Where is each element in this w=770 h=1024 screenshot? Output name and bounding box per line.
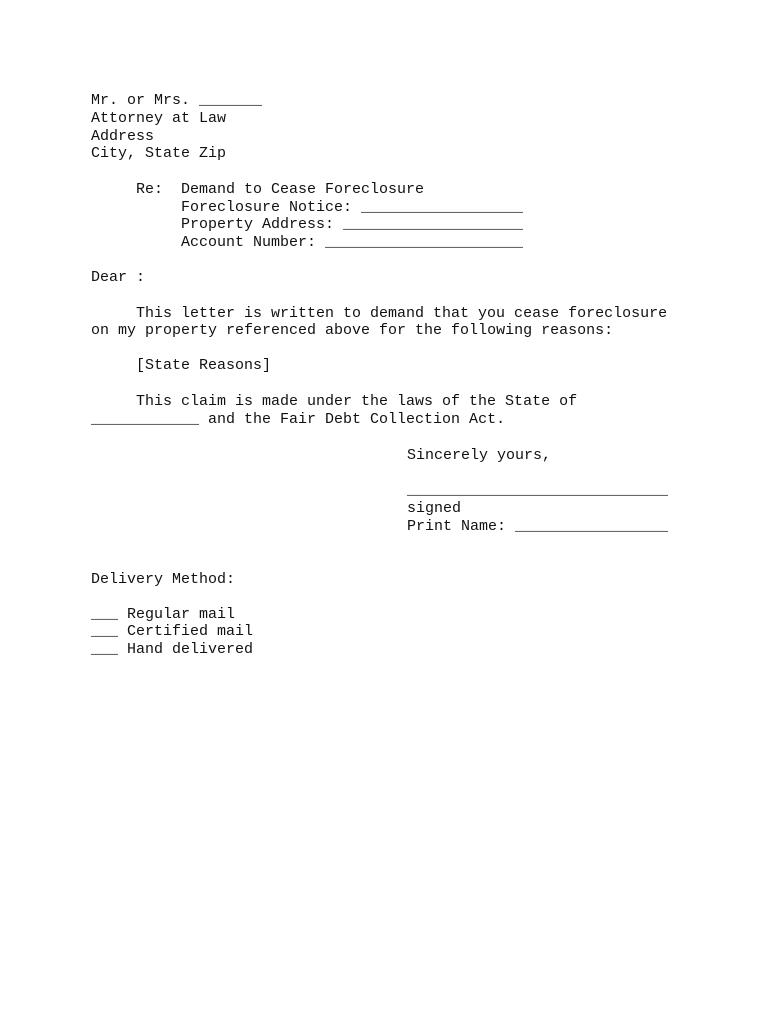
print-name: Print Name: _________________ [407, 518, 669, 535]
state-reasons: [State Reasons] [136, 357, 272, 374]
delivery-option-hand-delivered: ___ Hand delivered [91, 641, 254, 658]
paragraph2-line2: ____________ and the Fair Debt Collection Act. [91, 411, 506, 428]
recipient-title: Attorney at Law [91, 110, 227, 127]
salutation: Dear : [91, 269, 146, 286]
paragraph1-line1: This letter is written to demand that you cease foreclosure [136, 305, 668, 322]
signed-label: signed [407, 500, 462, 517]
signature-line: _____________________________ [407, 482, 669, 499]
delivery-option-regular-mail: ___ Regular mail [91, 606, 236, 623]
paragraph2-line1: This claim is made under the laws of the State of [136, 393, 578, 410]
re-property-address: Property Address: ____________________ [181, 216, 524, 233]
recipient-name: Mr. or Mrs. _______ [91, 92, 263, 109]
re-subject: Demand to Cease Foreclosure [181, 181, 425, 198]
delivery-heading: Delivery Method: [91, 571, 236, 588]
paragraph1-line2: on my property referenced above for the following reasons: [91, 322, 614, 339]
closing-sincerely: Sincerely yours, [407, 447, 552, 464]
re-label: Re: [136, 181, 164, 198]
re-account-number: Account Number: ______________________ [181, 234, 524, 251]
recipient-city-state-zip: City, State Zip [91, 145, 227, 162]
recipient-address: Address [91, 128, 155, 145]
re-foreclosure-notice: Foreclosure Notice: __________________ [181, 199, 524, 216]
delivery-option-certified-mail: ___ Certified mail [91, 623, 254, 640]
